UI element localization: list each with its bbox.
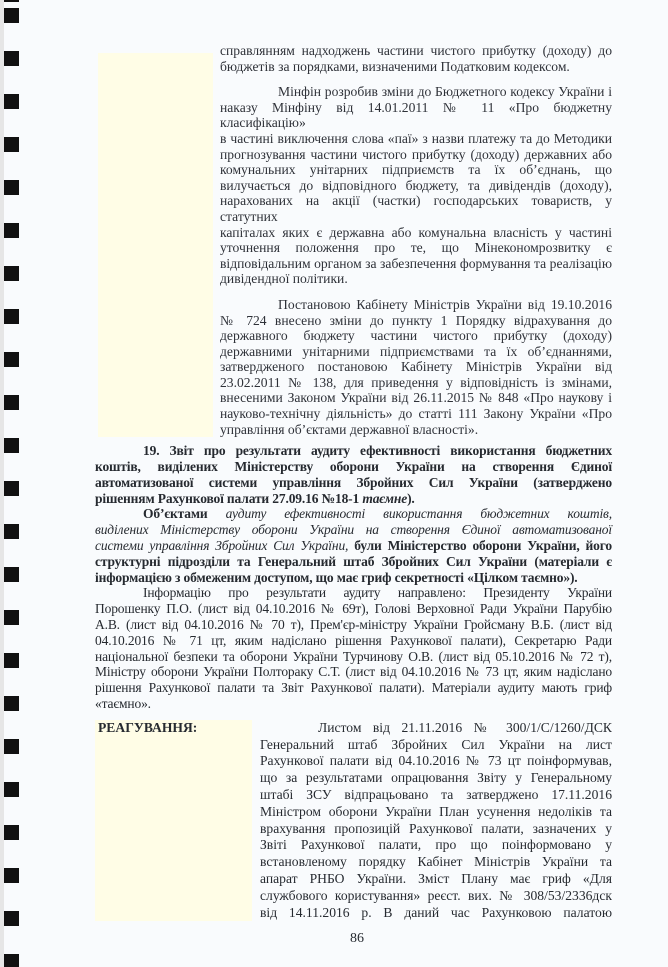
text-segment: апарат РНБО України. Зміст Плану має гриф «Для bbox=[260, 870, 612, 886]
text-segment: що за результатами опрацювання Звіту у Генеральному bbox=[260, 770, 612, 786]
text-line bbox=[95, 696, 612, 712]
paragraph bbox=[220, 84, 612, 287]
text-segment: Рахункової палати від 04.10.2016 № 73 цт поінформував, bbox=[260, 753, 612, 769]
text-line bbox=[220, 375, 612, 391]
text-segment: Об’єктами bbox=[143, 506, 226, 522]
text-line bbox=[95, 601, 612, 617]
text-segment: «таємно». bbox=[95, 696, 151, 711]
text-line bbox=[260, 770, 612, 787]
text-line bbox=[95, 633, 612, 649]
text-line bbox=[220, 43, 612, 59]
text-segment: справлянням надходжень частини чистого прибутку (доходу) до bbox=[220, 43, 612, 58]
text-segment: Порошенку П.О. (лист від 04.10.2016 № 69т), Голові Верховної Ради України Парубію bbox=[95, 601, 612, 617]
text-line bbox=[260, 720, 612, 737]
text-line bbox=[95, 522, 612, 538]
text-segment: Міністру оборони України Полтораку С.Т. (лист від 04.10.2016 № 73 цт, яким надіслано bbox=[95, 664, 612, 680]
text-segment: службового користування» реєст. вих. № 308/53/2336дск bbox=[260, 887, 612, 903]
text-line bbox=[220, 422, 612, 438]
text-segment: нарахованих на акції (частки) господарських товариств, у статутних bbox=[220, 193, 612, 224]
text-line bbox=[220, 59, 612, 75]
text-line bbox=[95, 554, 612, 570]
text-line bbox=[95, 585, 612, 601]
text-line bbox=[220, 256, 612, 272]
text-line bbox=[220, 131, 612, 147]
text-line bbox=[260, 753, 612, 770]
text-segment: рішення Рахункової палати та Звіт Рахункової палати). Матеріали аудиту мають гриф bbox=[95, 680, 612, 696]
text-segment: Генеральний штаб Збройних Сил України на лист bbox=[260, 736, 612, 752]
text-line bbox=[220, 359, 612, 375]
budget-changes-text bbox=[220, 43, 612, 437]
text-segment: № 724 внесено зміни до пункту 1 Порядку відрахування до bbox=[220, 312, 612, 328]
text-line bbox=[220, 84, 612, 100]
text-segment: уточнення положення про те, що Мінекономрозвитку є bbox=[220, 240, 612, 256]
text-segment: таємне bbox=[362, 490, 408, 506]
text-line bbox=[95, 649, 612, 665]
text-line bbox=[260, 837, 612, 854]
text-segment: державними унітарними підприємствами та їх об’єднаннями, bbox=[220, 343, 612, 359]
text-line bbox=[95, 443, 612, 459]
text-line bbox=[95, 538, 612, 554]
text-line bbox=[95, 506, 612, 522]
text-line bbox=[220, 100, 612, 131]
text-segment: А.В. (лист від 04.10.2016 № 70 т), Прем'єр-міністру України Гройсману В.Б. (лист від bbox=[95, 617, 612, 633]
text-segment: інформацією з обмеженим доступом, що має гриф секретності «Цілком таємно»). bbox=[95, 569, 578, 585]
text-line bbox=[260, 804, 612, 821]
text-segment: 23.02.2011 № 138, для приведення у відповідність із змінами, bbox=[220, 374, 612, 390]
text-segment: бюджетів за порядками, визначеними Податковим кодексом. bbox=[220, 58, 570, 74]
text-segment: виділених Міністерству оборони України на створення Єдиної автоматизованої bbox=[95, 522, 612, 538]
text-line bbox=[260, 787, 612, 804]
text-line bbox=[220, 344, 612, 360]
text-segment: штабі ЗСУ відпрацьовано та затверджено 17.11.2016 bbox=[260, 786, 612, 802]
text-line bbox=[95, 664, 612, 680]
text-segment: системи управління Збройних Сил України, bbox=[95, 538, 355, 554]
response-section bbox=[0, 720, 668, 922]
text-segment: від 14.11.2016 р. В даний час Рахунковою палатою bbox=[260, 904, 612, 920]
text-line bbox=[95, 617, 612, 633]
text-segment: 19. Звіт про результати аудиту ефективності використання бюджетних bbox=[143, 443, 612, 459]
paragraph bbox=[260, 720, 612, 922]
paragraph bbox=[220, 297, 612, 437]
text-line bbox=[220, 313, 612, 329]
highlight-column-response bbox=[95, 720, 252, 922]
text-segment: були Міністерство оборони України, його bbox=[354, 538, 612, 554]
highlight-column-top bbox=[98, 53, 213, 437]
text-line bbox=[220, 406, 612, 422]
text-segment: науково-технічну діяльність» до статті 111 Закону України «Про bbox=[220, 406, 612, 422]
text-line bbox=[95, 570, 612, 586]
text-line bbox=[95, 475, 612, 491]
text-line bbox=[220, 297, 612, 313]
text-segment: врахування пропозицій Рахункової палати, зазначених у bbox=[260, 820, 612, 836]
text-segment: 04.10.2016 № 71 цт, яким надіслано рішення Рахункової палати), Секретарю Ради bbox=[95, 632, 612, 648]
text-line bbox=[220, 162, 612, 178]
text-segment: в частині виключення слова «паї» з назви платежу та до Методики bbox=[220, 130, 612, 146]
text-segment: наказу Мінфіну від 14.01.2011 № 11 «Про бюджетну класифікацію» bbox=[220, 99, 612, 131]
paragraph bbox=[95, 506, 612, 585]
text-line bbox=[95, 459, 612, 475]
text-segment: прогнозування частини чистого прибутку (доходу) державних або bbox=[220, 146, 612, 162]
text-line bbox=[260, 905, 612, 922]
text-line bbox=[95, 680, 612, 696]
text-segment: аудиту ефективності використання бюджетних коштів, bbox=[225, 506, 612, 522]
text-segment: структурні підрозділи та Генеральний штаб Збройних Сил України (матеріали є bbox=[95, 553, 612, 569]
page-number: 86 bbox=[350, 931, 364, 947]
response-text bbox=[260, 720, 612, 922]
text-line bbox=[95, 491, 612, 507]
text-segment: Листом від 21.11.2016 № 300/1/С/1260/ДСК bbox=[318, 719, 612, 735]
text-segment: вилучається до відповідного бюджету, та дивідендів (доходу), bbox=[220, 177, 612, 193]
text-line bbox=[220, 271, 612, 287]
text-segment: Звіті Рахункової палати, про що поінформовано у bbox=[260, 837, 612, 853]
response-label: РЕАГУВАННЯ: bbox=[98, 719, 198, 735]
text-line bbox=[220, 178, 612, 194]
text-line bbox=[220, 390, 612, 406]
top-section bbox=[0, 43, 668, 437]
text-line bbox=[260, 821, 612, 838]
text-line bbox=[220, 328, 612, 344]
text-segment: внесеними Законом України від 26.11.2015 № 848 «Про наукову і bbox=[220, 390, 612, 406]
text-segment: встановленому порядку Кабінет Міністрів України та bbox=[260, 854, 612, 870]
text-line bbox=[220, 225, 612, 241]
text-segment: відповідальним органом за забезпечення формування та реалізацію bbox=[220, 255, 612, 271]
text-line bbox=[220, 193, 612, 224]
text-line bbox=[260, 737, 612, 754]
text-line bbox=[220, 147, 612, 163]
text-segment: автоматизованої системи управління Збройних Сил України (затверджено bbox=[95, 474, 612, 490]
text-segment: державного бюджету частини чистого прибутку (доходу) bbox=[220, 328, 612, 344]
audit-report-19-section bbox=[95, 443, 612, 712]
text-segment: Міністром оборони України План усунення недоліків та bbox=[260, 803, 612, 819]
text-line bbox=[260, 854, 612, 871]
text-segment: дивідендної політики. bbox=[220, 271, 348, 287]
text-segment: рішенням Рахункової палати 27.09.16 №18-1 bbox=[95, 490, 363, 506]
text-line bbox=[260, 871, 612, 888]
paragraph bbox=[95, 443, 612, 506]
paragraph bbox=[95, 585, 612, 711]
text-line bbox=[260, 888, 612, 905]
paragraph bbox=[220, 43, 612, 74]
text-segment: національної безпеки та оборони України Турчинову О.В. (лист від 05.10.2016 № 72 т), bbox=[95, 648, 612, 664]
text-segment: затвердженого постановою Кабінету Міністрів України від bbox=[220, 359, 612, 375]
text-segment: капіталах яких є державна або комунальна власність у частині bbox=[220, 224, 612, 240]
text-segment: Інформацію про результати аудиту направлено: Президенту України bbox=[143, 585, 612, 601]
text-segment: Мінфін розробив зміни до Бюджетного кодексу України і bbox=[278, 84, 612, 100]
text-line bbox=[220, 240, 612, 256]
text-segment: комунальних унітарних підприємств та їх об’єднань, що bbox=[220, 162, 612, 178]
text-segment: ). bbox=[407, 490, 415, 506]
text-segment: коштів, виділених Міністерству оборони України на створення Єдиної bbox=[95, 459, 612, 475]
text-segment: управління об’єктами державної власності». bbox=[220, 421, 479, 437]
text-segment: Постановою Кабінету Міністрів України від 19.10.2016 bbox=[278, 296, 612, 312]
